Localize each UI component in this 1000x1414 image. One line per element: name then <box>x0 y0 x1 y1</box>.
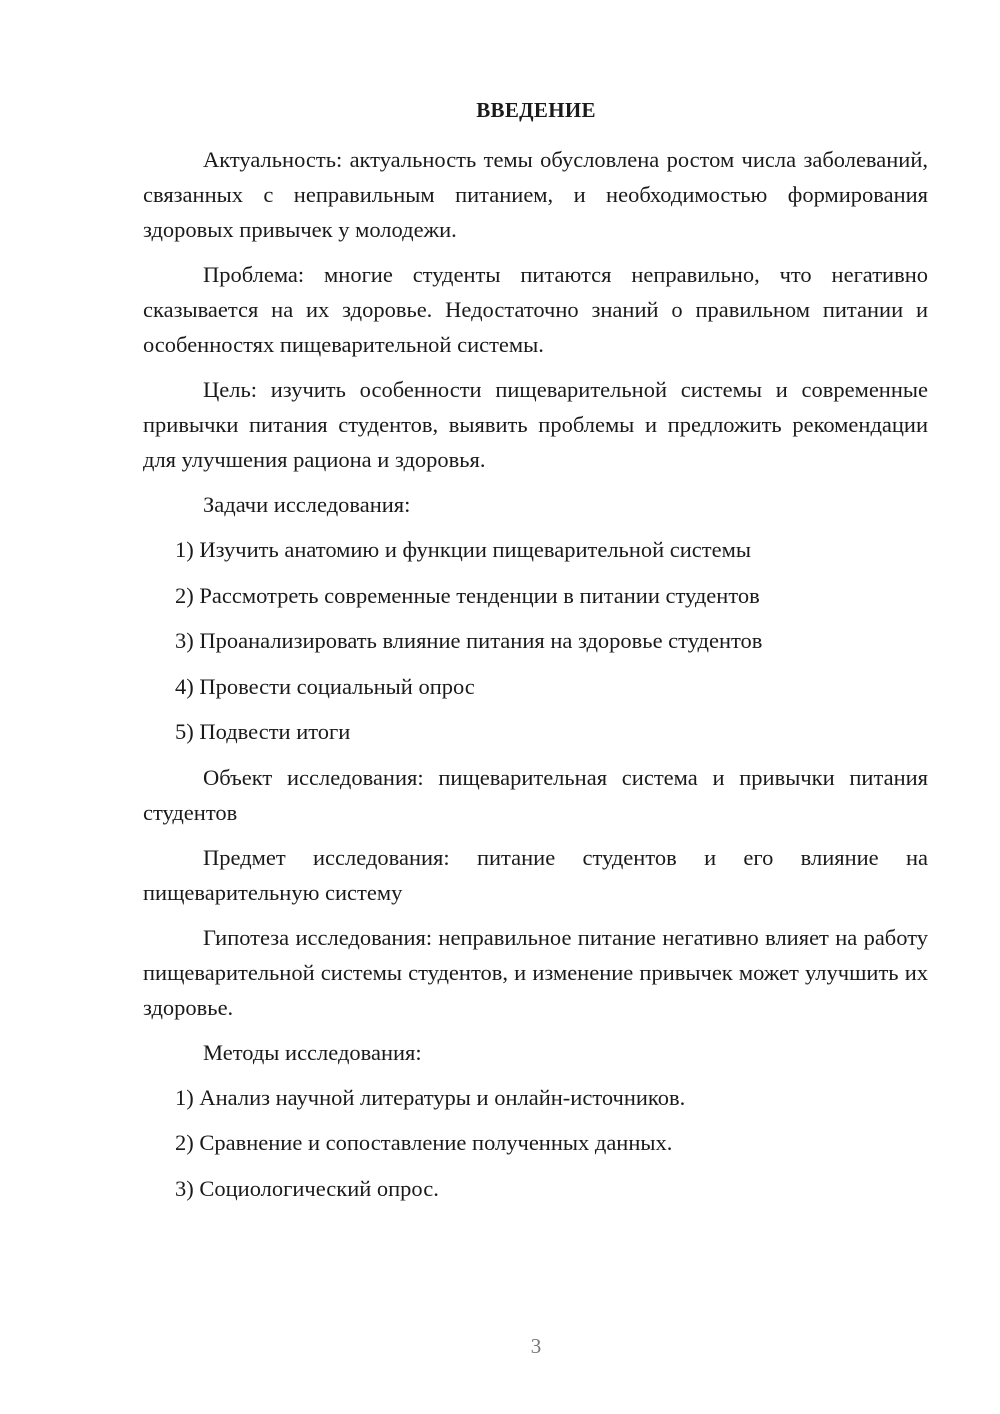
tasks-label: Задачи исследования: <box>203 492 411 517</box>
methods-label: Методы исследования: <box>203 1039 422 1065</box>
document-body <box>143 142 928 1216</box>
subject-paragraph: Предмет исследования: питание студентов и его влияние на пищеварительную систему <box>143 844 928 905</box>
task-item-5: 5) Подвести итоги <box>175 719 351 744</box>
hypothesis-paragraph: Гипотеза исследования: неправильное питание негативно влияет на работу пищеварительной системы студентов, и изменение привычек может улучшить их здоровье. <box>143 924 928 1020</box>
method-item-2: 2) Сравнение и сопоставление полученных данных. <box>175 1130 673 1155</box>
problem-paragraph: Проблема: многие студенты питаются неправильно, что негативно сказывается на их здоровье. Недостаточно знаний о правильном питании и особенностях пищеварительной системы. <box>143 262 928 357</box>
relevance-paragraph: Актуальность: актуальность темы обусловлена ростом числа заболеваний, связанных с неправильным питанием, и необходимостью формирования здоровых привычек у молодежи. <box>143 147 928 242</box>
task-item-2: 2) Рассмотреть современные тенденции в питании студентов <box>175 582 760 608</box>
page-number: 3 <box>530 1334 542 1358</box>
task-item-3: 3) Проанализировать влияние питания на здоровье студентов <box>175 628 763 653</box>
method-item-1: 1) Анализ научной литературы и онлайн-источников. <box>175 1084 686 1110</box>
method-item-3: 3) Социологический опрос. <box>175 1175 439 1201</box>
page-heading: ВВЕДЕНИЕ <box>476 98 596 122</box>
tasks-list <box>143 532 928 749</box>
task-item-1: 1) Изучить анатомию и функции пищеварительной системы <box>175 537 751 562</box>
task-item-4: 4) Провести социальный опрос <box>175 673 475 699</box>
goal-paragraph: Цель: изучить особенности пищеварительной системы и современные привычки питания студентов, выявить проблемы и предложить рекомендации для улучшения рациона и здоровья. <box>143 377 928 472</box>
object-paragraph: Объект исследования: пищеварительная система и привычки питания студентов <box>143 764 928 825</box>
methods-list <box>143 1080 928 1206</box>
